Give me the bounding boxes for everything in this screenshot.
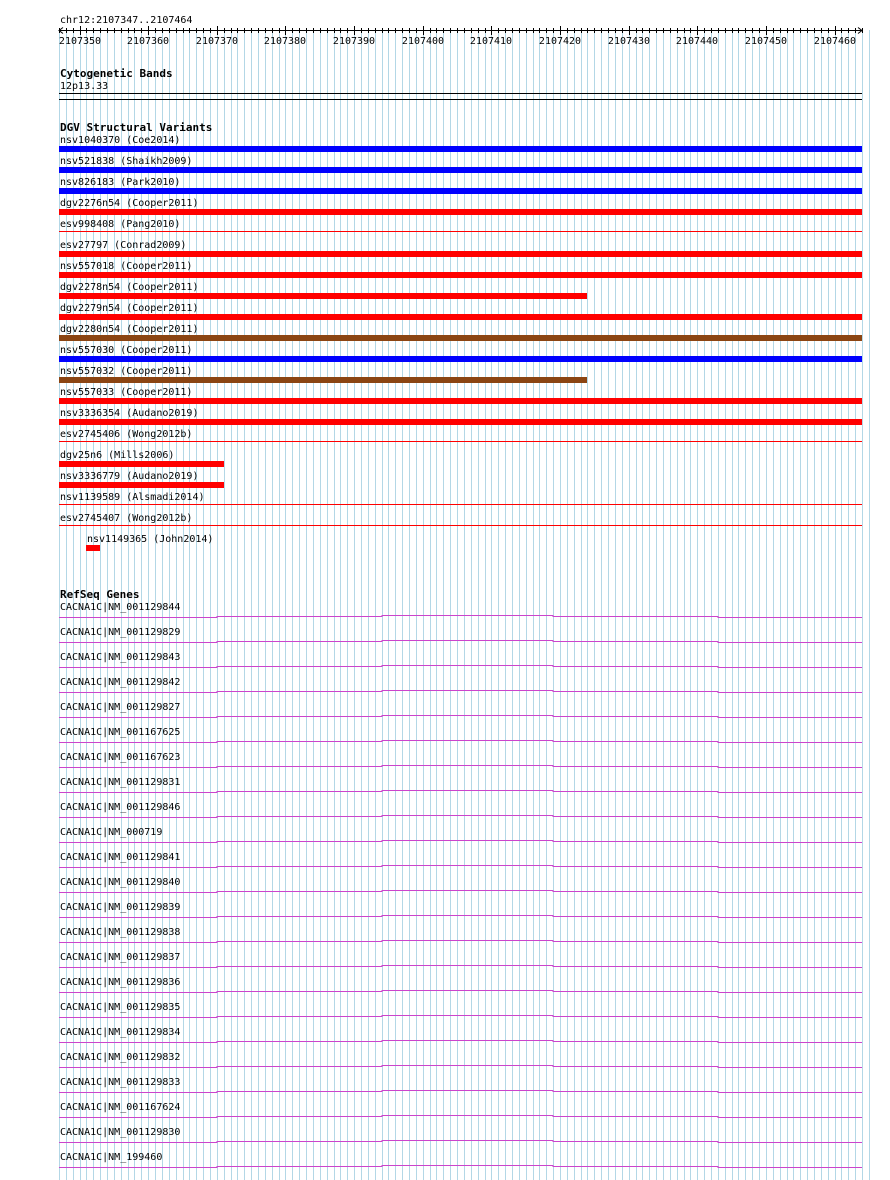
ruler-tick-label: 2107450 [744,36,788,47]
refseq-transcript-line[interactable] [0,1037,890,1045]
dgv-variant-bar[interactable] [59,209,862,215]
refseq-transcript-line[interactable] [0,1162,890,1170]
refseq-transcript-label[interactable]: CACNA1C|NM_001129842 [60,677,181,688]
ruler-tick-label: 2107370 [195,36,239,47]
dgv-variant-bar[interactable] [59,314,862,320]
dgv-variant-label[interactable]: nsv3336779 (Audano2019) [60,471,199,482]
dgv-variant-label[interactable]: nsv3336354 (Audano2019) [60,408,199,419]
refseq-transcript-line[interactable] [0,662,890,670]
dgv-variant-bar[interactable] [59,377,587,383]
dgv-variant-bar[interactable] [59,167,862,173]
intron-line [59,1066,862,1068]
dgv-variant-bar[interactable] [59,231,862,232]
intron-line [59,966,862,968]
cytoband-label[interactable]: 12p13.33 [60,81,109,92]
refseq-transcript-label[interactable]: CACNA1C|NM_001167623 [60,752,181,763]
refseq-transcript-label[interactable]: CACNA1C|NM_001129837 [60,952,181,963]
refseq-transcript-label[interactable]: CACNA1C|NM_001129827 [60,702,181,713]
refseq-transcript-label[interactable]: CACNA1C|NM_001129840 [60,877,181,888]
dgv-variant-label[interactable]: nsv557032 (Cooper2011) [60,366,193,377]
dgv-variant-bar[interactable] [59,441,862,442]
ruler-tick-label: 2107390 [332,36,376,47]
refseq-transcript-label[interactable]: CACNA1C|NM_199460 [60,1152,163,1163]
position-ruler [0,0,890,52]
refseq-transcript-line[interactable] [0,637,890,645]
intron-line [59,1041,862,1043]
dgv-variant-label[interactable]: dgv2280n54 (Cooper2011) [60,324,199,335]
ruler-tick-label: 2107400 [401,36,445,47]
refseq-transcript-line[interactable] [0,712,890,720]
intron-line [59,1166,862,1168]
refseq-transcript-label[interactable]: CACNA1C|NM_001129843 [60,652,181,663]
refseq-transcript-line[interactable] [0,612,890,620]
refseq-transcript-line[interactable] [0,787,890,795]
refseq-transcript-label[interactable]: CACNA1C|NM_001167624 [60,1102,181,1113]
refseq-transcript-label[interactable]: CACNA1C|NM_001129841 [60,852,181,863]
refseq-transcript-label[interactable]: CACNA1C|NM_000719 [60,827,163,838]
dgv-variant-label[interactable]: nsv557030 (Cooper2011) [60,345,193,356]
dgv-variant-label[interactable]: esv2745406 (Wong2012b) [60,429,193,440]
refseq-transcript-label[interactable]: CACNA1C|NM_001129836 [60,977,181,988]
dgv-variant-label[interactable]: nsv557018 (Cooper2011) [60,261,193,272]
region-label: chr12:2107347..2107464 [60,15,193,26]
intron-line [59,641,862,643]
intron-line [59,916,862,918]
refseq-transcript-label[interactable]: CACNA1C|NM_001129829 [60,627,181,638]
refseq-transcript-label[interactable]: CACNA1C|NM_001129834 [60,1027,181,1038]
dgv-variant-bar[interactable] [59,293,587,299]
intron-line [59,716,862,718]
refseq-transcript-line[interactable] [0,737,890,745]
dgv-variant-bar[interactable] [59,251,862,257]
refseq-transcript-line[interactable] [0,812,890,820]
refseq-transcript-label[interactable]: CACNA1C|NM_001129839 [60,902,181,913]
dgv-variant-bar[interactable] [59,272,862,278]
dgv-variant-label[interactable]: nsv557033 (Cooper2011) [60,387,193,398]
dgv-variant-bar[interactable] [59,398,862,404]
dgv-variant-label[interactable]: esv998408 (Pang2010) [60,219,181,230]
refseq-track-title: RefSeq Genes [60,588,140,601]
dgv-variant-bar[interactable] [59,146,862,152]
refseq-transcript-line[interactable] [0,887,890,895]
refseq-transcript-label[interactable]: CACNA1C|NM_001129838 [60,927,181,938]
refseq-transcript-line[interactable] [0,1012,890,1020]
ruler-tick-label: 2107410 [469,36,513,47]
dgv-variant-label[interactable]: nsv1040370 (Coe2014) [60,135,181,146]
refseq-transcript-label[interactable]: CACNA1C|NM_001129844 [60,602,181,613]
refseq-transcript-line[interactable] [0,837,890,845]
intron-line [59,816,862,818]
intron-line [59,866,862,868]
dgv-variant-label[interactable]: dgv2276n54 (Cooper2011) [60,198,199,209]
dgv-variant-bar[interactable] [59,335,862,341]
refseq-transcript-line[interactable] [0,1087,890,1095]
refseq-transcript-label[interactable]: CACNA1C|NM_001129830 [60,1127,181,1138]
intron-line [59,1016,862,1018]
refseq-transcript-line[interactable] [0,962,890,970]
cytoband-bar-bottom [59,99,862,100]
dgv-variant-label[interactable]: esv2745407 (Wong2012b) [60,513,193,524]
intron-line [59,941,862,943]
refseq-transcript-label[interactable]: CACNA1C|NM_001129831 [60,777,181,788]
cytoband-track-title: Cytogenetic Bands [60,67,173,80]
ruler-tick-label: 2107420 [538,36,582,47]
intron-line [59,1091,862,1093]
refseq-transcript-line[interactable] [0,687,890,695]
dgv-variant-label[interactable]: dgv2278n54 (Cooper2011) [60,282,199,293]
refseq-transcript-line[interactable] [0,912,890,920]
dgv-variant-label[interactable]: dgv25n6 (Mills2006) [60,450,175,461]
refseq-transcript-line[interactable] [0,1137,890,1145]
ruler-tick-label: 2107440 [675,36,719,47]
intron-line [59,741,862,743]
ruler-tick-label: 2107350 [58,36,102,47]
intron-line [59,1116,862,1118]
refseq-transcript-line[interactable] [0,937,890,945]
intron-line [59,691,862,693]
dgv-variant-bar[interactable] [59,188,862,194]
ruler-tick-label: 2107460 [813,36,857,47]
dgv-variant-label[interactable]: nsv826183 (Park2010) [60,177,181,188]
intron-line [59,841,862,843]
ruler-tick-label: 2107380 [263,36,307,47]
refseq-transcript-line[interactable] [0,987,890,995]
dgv-variant-label[interactable]: dgv2279n54 (Cooper2011) [60,303,199,314]
intron-line [59,791,862,793]
intron-line [59,766,862,768]
dgv-variant-bar[interactable] [59,419,862,425]
refseq-transcript-line[interactable] [0,862,890,870]
refseq-transcript-line[interactable] [0,1062,890,1070]
refseq-transcript-line[interactable] [0,1112,890,1120]
refseq-transcript-label[interactable]: CACNA1C|NM_001129833 [60,1077,181,1088]
intron-line [59,991,862,993]
refseq-transcript-label[interactable]: CACNA1C|NM_001129846 [60,802,181,813]
intron-line [59,891,862,893]
dgv-variant-bar[interactable] [59,356,862,362]
ruler-tick-label: 2107360 [126,36,170,47]
ruler-tick-label: 2107430 [607,36,651,47]
intron-line [59,1141,862,1143]
dgv-variant-label[interactable]: nsv1149365 (John2014) [87,534,214,545]
dgv-variant-bar[interactable] [59,461,224,467]
dgv-variant-label[interactable]: nsv521838 (Shaikh2009) [60,156,193,167]
refseq-transcript-label[interactable]: CACNA1C|NM_001129832 [60,1052,181,1063]
dgv-variant-bar[interactable] [86,545,100,551]
dgv-variant-bar[interactable] [59,482,224,488]
dgv-variant-label[interactable]: nsv1139589 (Alsmadi2014) [60,492,205,503]
dgv-variant-bar[interactable] [59,525,862,526]
intron-line [59,616,862,618]
refseq-transcript-label[interactable]: CACNA1C|NM_001129835 [60,1002,181,1013]
dgv-variant-bar[interactable] [59,504,862,505]
intron-line [59,666,862,668]
refseq-transcript-label[interactable]: CACNA1C|NM_001167625 [60,727,181,738]
cytoband-bar-top [59,93,862,94]
dgv-variant-label[interactable]: esv27797 (Conrad2009) [60,240,187,251]
refseq-transcript-line[interactable] [0,762,890,770]
dgv-track-title: DGV Structural Variants [60,121,213,134]
